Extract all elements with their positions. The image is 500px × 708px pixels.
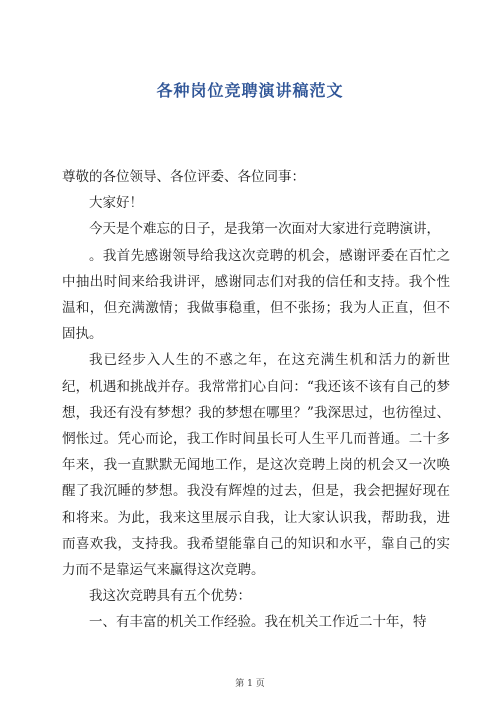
salutation-paragraph: 尊敬的各位领导、各位评委、各位同事： bbox=[62, 169, 305, 185]
body-paragraph: 我已经步入人生的不惑之年，在这充满生机和活力的新世纪，机遇和挑战并存。我常常扪心自问：“我还该不该有自己的梦想，我还有没有梦想？我的梦想在哪里？”我深思过，也彷徨过、惘怅过。凭心而论，我工作时间虽长可人生平几而普通。二十多年来，我一直默默无闻地工作，是这次竞聘上岗的机会又一次唤醒了我沉睡的梦想。我没有辉煌的过去，但是，我会把握好现在和将来。为此，我来这里展示自我，让大家认识我，帮助我，进而喜欢我，支持我。我希望能靠自己的知识和水平，靠自己的实力而不是靠运气来赢得这次竞聘。 bbox=[62, 352, 450, 579]
document-body bbox=[62, 164, 450, 636]
document-title: 各种岗位竞聘演讲稿范文 bbox=[156, 81, 344, 100]
body-paragraph: 。我首先感谢领导给我这次竞聘的机会，感谢评委在百忙之中抽出时间来给我讲评，感谢同志们对我的信任和支持。我个性温和，但充满激情；我做事稳重，但不张扬；我为人正直，但不固执。 bbox=[62, 247, 450, 343]
greeting-paragraph: 大家好！ bbox=[89, 195, 143, 212]
page-number: 第 1 页 bbox=[235, 679, 265, 689]
body-paragraph: 一、有丰富的机关工作经验。我在机关工作近二十年，特 bbox=[89, 614, 427, 631]
body-paragraph: 我这次竞聘具有五个优势： bbox=[89, 588, 251, 605]
body-paragraph: 今天是个难忘的日子，是我第一次面对大家进行竞聘演讲， bbox=[89, 221, 440, 238]
